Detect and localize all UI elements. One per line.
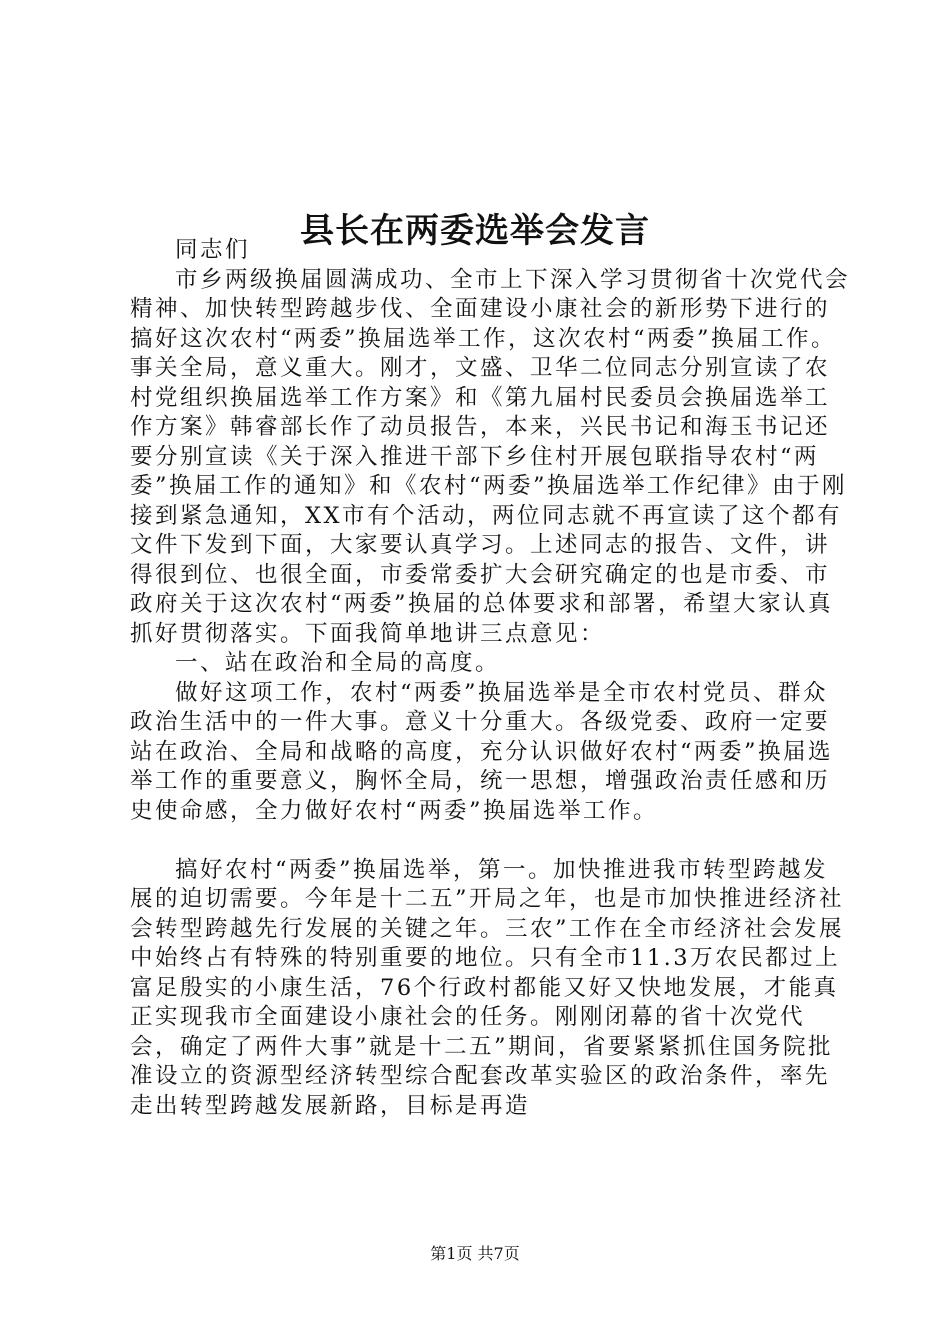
- body-paragraph: 搞好农村“两委”换届选举，第一。加快推进我市转型跨越发展的迫切需要。今年是十二五”开局之年，也是市加快推进经济社会转型跨越先行发展的关键之年。三农”工作在全市经济社会发展中始终占有特殊的特别重要的地位。只有全市11.3万农民都过上富足殷实的小康生活，76个行政村都能又好又快地发展，才能真正实现我市全面建设小康社会的任务。刚刚闭幕的省十次党代会，确定了两件大事”就是十二五”期间，省要紧紧抓住国务院批准设立的资源型经济转型综合配套改革实验区的政治条件，率先走出转型跨越发展新路，目标是再造: [130, 856, 845, 1119]
- section-heading: 一、站在政治和全局的高度。: [175, 650, 501, 676]
- document-body: [130, 236, 850, 1121]
- body-paragraph: 做好这项工作，农村“两委”换届选举是全市农村党员、群众政治生活中的一件大事。意义十分重大。各级党委、政府一定要站在政治、全局和战略的高度，充分认识做好农村“两委”换届选举工作的重要意义，胸怀全局，统一思想，增强政治责任感和历史使命感，全力做好农村“两委”换届选举工作。: [130, 679, 834, 824]
- document-title: 县长在两委选举会发言: [300, 210, 650, 251]
- intro-paragraph: 市乡两级换届圆满成功、全市上下深入学习贯彻省十次党代会精神、加快转型跨越步伐、全面建设小康社会的新形势下进行的搞好这次农村“两委”换届选举工作，这次农村“两委”换届工作。事关全局，意义重大。刚才，文盛、卫华二位同志分别宣读了农村党组织换届选举工作方案》和《第九届村民委员会换届选举工作方案》韩睿部长作了动员报告，本来，兴民书记和海玉书记还要分别宣读《关于深入推进干部下乡住村开展包联指导农村“两委”换届工作的通知》和《农村“两委”换届选举工作纪律》由于刚接到紧急通知，XX市有个活动，两位同志就不再宣读了这个都有文件下发到下面，大家要认真学习。上述同志的报告、文件，讲得很到位、也很全面，市委常委扩大会研究确定的也是市委、市政府关于这次农村“两委”换届的总体要求和部署，希望大家认真抓好贯彻落实。下面我简单地讲三点意见：: [130, 266, 851, 647]
- page-footer: 第1页 共7页: [430, 1244, 520, 1263]
- salutation-paragraph: 同志们: [175, 237, 251, 263]
